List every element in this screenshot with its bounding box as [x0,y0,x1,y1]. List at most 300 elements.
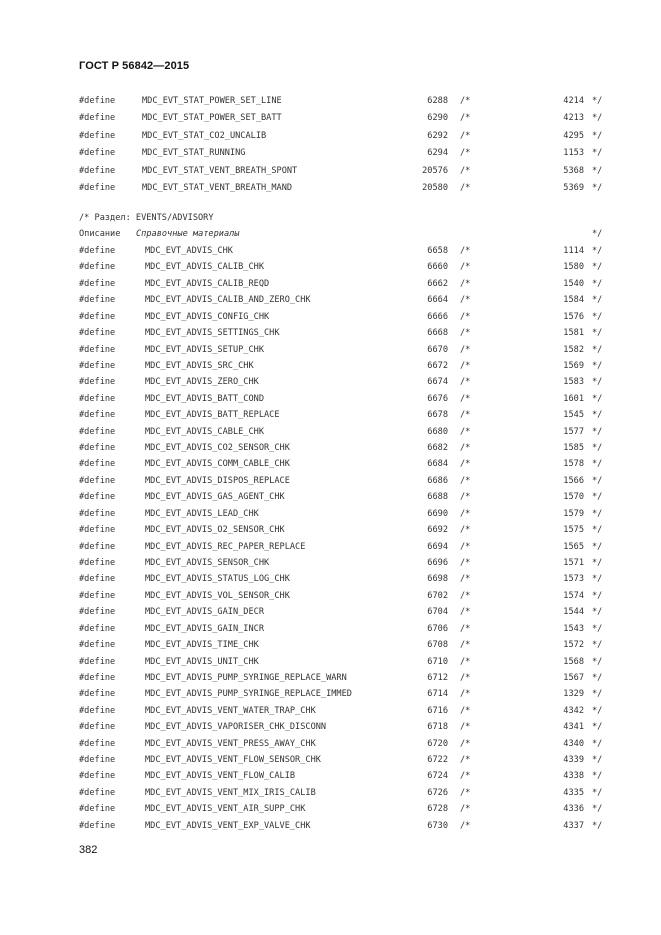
macro-value: 6688 [427,492,448,503]
macro-value: 6706 [427,623,448,634]
comment-end: */ [592,525,603,536]
macro-name: MDC_EVT_ADVIS_VOL_SENSOR_CHK [145,590,290,601]
comment-end: */ [592,426,603,437]
macro-name: MDC_EVT_ADVIS_VENT_PRESS_AWAY_CHK [145,738,316,749]
comment-start: /* [460,656,471,667]
comment-start: /* [460,148,471,159]
comment-start: /* [460,722,471,733]
comment-start: /* [460,689,471,700]
section-comment: /* Раздел: EVENTS/ADVISORY [79,213,214,223]
comment-end: */ [592,183,603,193]
comment-start: /* [460,607,471,618]
define-line [0,279,661,291]
comment-end: */ [592,623,603,634]
macro-name: MDC_EVT_ADVIS_CABLE_CHK [145,426,264,437]
macro-value: 6666 [427,311,448,322]
macro-name: MDC_EVT_ADVIS_CO2_SENSOR_CHK [145,443,290,454]
macro-value: 6288 [427,96,448,106]
comment-end: */ [592,360,603,371]
reference-code: 4340 [563,738,584,749]
define-keyword: #define [79,311,116,322]
macro-name: MDC_EVT_ADVIS_VAPORISER_CHK_DISCONN [145,722,327,733]
comment-start: /* [460,557,471,568]
description-label: Описание [79,229,121,239]
macro-value: 6658 [427,246,448,256]
comment-end: */ [592,410,603,421]
section-description-line [0,229,661,241]
macro-name: MDC_EVT_ADVIS_O2_SENSOR_CHK [145,525,285,536]
reference-code: 1572 [563,640,584,651]
comment-start: /* [460,525,471,536]
comment-end: */ [592,508,603,519]
macro-name: MDC_EVT_ADVIS_VENT_AIR_SUPP_CHK [145,804,306,815]
macro-name: MDC_EVT_ADVIS_VENT_EXP_VALVE_CHK [145,820,311,831]
define-keyword: #define [79,525,116,536]
comment-start: /* [460,787,471,798]
comment-start: /* [460,262,471,273]
macro-name: MDC_EVT_ADVIS_SETUP_CHK [145,344,264,355]
comment-end: */ [592,262,603,273]
macro-value: 6704 [427,607,448,618]
comment-start: /* [460,295,471,306]
define-keyword: #define [79,820,116,831]
define-line [0,542,661,554]
define-keyword: #define [79,640,116,651]
define-line [0,131,661,143]
description-text: Справочные материалы [136,229,240,239]
reference-code: 4213 [563,113,584,124]
define-line [0,509,661,521]
macro-value: 6660 [427,262,448,273]
comment-end: */ [592,459,603,470]
macro-name: MDC_EVT_ADVIS_CALIB_CHK [145,262,264,273]
reference-code: 1584 [563,295,584,306]
define-line [0,113,661,125]
reference-code: 1565 [563,541,584,552]
comment-start: /* [460,426,471,437]
comment-end: */ [592,820,603,831]
macro-value: 6662 [427,278,448,289]
macro-name: MDC_EVT_ADVIS_SENSOR_CHK [145,557,270,568]
macro-value: 6692 [427,525,448,536]
define-line [0,459,661,471]
macro-value: 6696 [427,557,448,568]
macro-name: MDC_EVT_ADVIS_PUMP_SYRINGE_REPLACE_IMMED [145,689,352,700]
comment-start: /* [460,113,471,124]
comment-end: */ [592,689,603,700]
comment-start: /* [460,541,471,552]
define-keyword: #define [79,393,116,404]
macro-name: MDC_EVT_ADVIS_CHK [145,246,233,256]
reference-code: 4337 [563,820,584,831]
define-line [0,183,661,195]
comment-start: /* [460,640,471,651]
reference-code: 1569 [563,360,584,371]
macro-name: MDC_EVT_STAT_CO2_UNCALIB [142,130,267,141]
macro-name: MDC_EVT_ADVIS_GAS_AGENT_CHK [145,492,285,503]
comment-end: */ [592,574,603,585]
reference-code: 1543 [563,623,584,634]
macro-value: 6698 [427,574,448,585]
define-keyword: #define [79,278,116,289]
define-keyword: #define [79,148,116,159]
comment-start: /* [460,377,471,388]
define-keyword: #define [79,656,116,667]
macro-name: MDC_EVT_ADVIS_GAIN_INCR [145,623,264,634]
document-header: ГОСТ Р 56842—2015 [79,60,190,72]
macro-name: MDC_EVT_ADVIS_BATT_COND [145,393,264,404]
macro-value: 6668 [427,328,448,339]
define-keyword: #define [79,492,116,503]
comment-end: */ [592,590,603,601]
define-keyword: #define [79,722,116,733]
macro-name: MDC_EVT_ADVIS_CONFIG_CHK [145,311,270,322]
macro-value: 6720 [427,738,448,749]
define-line [0,427,661,439]
comment-start: /* [460,278,471,289]
define-keyword: #define [79,672,116,683]
define-line [0,739,661,751]
comment-end: */ [592,165,603,176]
reference-code: 4214 [563,96,584,106]
define-keyword: #define [79,689,116,700]
macro-name: MDC_EVT_ADVIS_CALIB_AND_ZERO_CHK [145,295,311,306]
macro-value: 6730 [427,820,448,831]
macro-name: MDC_EVT_ADVIS_DISPOS_REPLACE [145,475,290,486]
define-keyword: #define [79,113,116,124]
macro-name: MDC_EVT_STAT_VENT_BREATH_MAND [142,183,293,193]
reference-code: 1571 [563,557,584,568]
macro-name: MDC_EVT_ADVIS_BATT_REPLACE [145,410,280,421]
define-keyword: #define [79,574,116,585]
define-keyword: #define [79,459,116,470]
comment-end: */ [592,755,603,766]
macro-value: 6716 [427,705,448,716]
comment-end: */ [592,607,603,618]
macro-value: 6294 [427,148,448,159]
macro-name: MDC_EVT_ADVIS_VENT_WATER_TRAP_CHK [145,705,316,716]
comment-end: */ [592,295,603,306]
macro-name: MDC_EVT_ADVIS_LEAD_CHK [145,508,259,519]
reference-code: 4336 [563,804,584,815]
macro-name: MDC_EVT_STAT_VENT_BREATH_SPONT [142,165,298,176]
define-line [0,558,661,570]
comment-end: */ [592,656,603,667]
define-line [0,755,661,767]
macro-name: MDC_EVT_ADVIS_ZERO_CHK [145,377,259,388]
macro-value: 6670 [427,344,448,355]
define-line [0,295,661,307]
define-keyword: #define [79,590,116,601]
comment-end: */ [592,278,603,289]
reference-code: 1580 [563,262,584,273]
comment-start: /* [460,492,471,503]
reference-code: 1579 [563,508,584,519]
reference-code: 1329 [563,689,584,700]
comment-end: */ [592,113,603,124]
define-line [0,492,661,504]
comment-start: /* [460,328,471,339]
macro-name: MDC_EVT_ADVIS_CALIB_REQD [145,278,270,289]
macro-value: 6664 [427,295,448,306]
macro-value: 6722 [427,755,448,766]
define-line [0,262,661,274]
macro-name: MDC_EVT_ADVIS_GAIN_DECR [145,607,264,618]
reference-code: 1540 [563,278,584,289]
define-keyword: #define [79,295,116,306]
define-line [0,706,661,718]
comment-end: */ [592,311,603,322]
comment-end: */ [592,804,603,815]
reference-code: 1570 [563,492,584,503]
define-keyword: #define [79,344,116,355]
reference-code: 5368 [563,165,584,176]
comment-end: */ [592,672,603,683]
reference-code: 1574 [563,590,584,601]
macro-value: 6694 [427,541,448,552]
reference-code: 1573 [563,574,584,585]
reference-code: 1577 [563,426,584,437]
define-keyword: #define [79,705,116,716]
define-keyword: #define [79,738,116,749]
define-line [0,607,661,619]
comment-start: /* [460,705,471,716]
comment-start: /* [460,410,471,421]
reference-code: 1544 [563,607,584,618]
define-line [0,525,661,537]
macro-name: MDC_EVT_ADVIS_VENT_MIX_IRIS_CALIB [145,787,316,798]
define-line [0,246,661,258]
macro-value: 6674 [427,377,448,388]
comment-end: */ [592,229,603,239]
define-keyword: #define [79,771,116,782]
define-keyword: #define [79,165,116,176]
comment-end: */ [592,393,603,404]
reference-code: 1576 [563,311,584,322]
comment-start: /* [460,130,471,141]
comment-start: /* [460,246,471,256]
define-keyword: #define [79,443,116,454]
define-line [0,722,661,734]
comment-end: */ [592,377,603,388]
comment-start: /* [460,755,471,766]
macro-name: MDC_EVT_ADVIS_UNIT_CHK [145,656,259,667]
macro-name: MDC_EVT_ADVIS_COMM_CABLE_CHK [145,459,290,470]
macro-value: 6724 [427,771,448,782]
macro-value: 6678 [427,410,448,421]
macro-value: 6718 [427,722,448,733]
reference-code: 4339 [563,755,584,766]
macro-value: 6684 [427,459,448,470]
define-line [0,591,661,603]
macro-value: 6292 [427,130,448,141]
comment-start: /* [460,165,471,176]
reference-code: 1575 [563,525,584,536]
macro-name: MDC_EVT_ADVIS_VENT_FLOW_CALIB [145,771,296,782]
comment-end: */ [592,246,603,256]
define-line [0,476,661,488]
define-line [0,657,661,669]
define-keyword: #define [79,557,116,568]
macro-name: MDC_EVT_ADVIS_REC_PAPER_REPLACE [145,541,306,552]
reference-code: 1545 [563,410,584,421]
define-line [0,788,661,800]
macro-value: 6672 [427,360,448,371]
comment-start: /* [460,820,471,831]
macro-value: 6708 [427,640,448,651]
reference-code: 4295 [563,130,584,141]
comment-start: /* [460,475,471,486]
comment-start: /* [460,459,471,470]
macro-name: MDC_EVT_ADVIS_VENT_FLOW_SENSOR_CHK [145,755,321,766]
reference-code: 1567 [563,672,584,683]
reference-code: 1582 [563,344,584,355]
define-keyword: #define [79,377,116,388]
define-keyword: #define [79,508,116,519]
comment-start: /* [460,393,471,404]
comment-end: */ [592,722,603,733]
macro-value: 6712 [427,672,448,683]
reference-code: 1568 [563,656,584,667]
define-line [0,640,661,652]
macro-value: 6682 [427,443,448,454]
reference-code: 4338 [563,771,584,782]
define-keyword: #define [79,328,116,339]
define-line [0,574,661,586]
comment-end: */ [592,787,603,798]
page-number: 382 [79,844,98,856]
macro-name: MDC_EVT_STAT_POWER_SET_LINE [142,96,282,106]
reference-code: 1601 [563,393,584,404]
reference-code: 1153 [563,148,584,159]
macro-value: 6702 [427,590,448,601]
macro-name: MDC_EVT_ADVIS_SRC_CHK [145,360,254,371]
define-line [0,148,661,160]
define-keyword: #define [79,787,116,798]
define-keyword: #define [79,607,116,618]
reference-code: 4341 [563,722,584,733]
define-keyword: #define [79,96,116,106]
define-keyword: #define [79,623,116,634]
comment-start: /* [460,508,471,519]
define-line [0,394,661,406]
comment-start: /* [460,623,471,634]
comment-start: /* [460,672,471,683]
comment-start: /* [460,443,471,454]
reference-code: 4342 [563,705,584,716]
comment-end: */ [592,148,603,159]
comment-start: /* [460,738,471,749]
define-keyword: #define [79,183,116,193]
macro-name: MDC_EVT_STAT_RUNNING [142,148,246,159]
comment-end: */ [592,557,603,568]
reference-code: 1114 [563,246,584,256]
define-keyword: #define [79,246,116,256]
define-keyword: #define [79,130,116,141]
define-line [0,624,661,636]
define-line [0,377,661,389]
define-line [0,771,661,783]
comment-start: /* [460,771,471,782]
define-keyword: #define [79,755,116,766]
define-keyword: #define [79,262,116,273]
comment-end: */ [592,738,603,749]
macro-value: 6714 [427,689,448,700]
macro-name: MDC_EVT_ADVIS_SETTINGS_CHK [145,328,280,339]
define-line [0,804,661,816]
reference-code: 1578 [563,459,584,470]
define-line [0,673,661,685]
comment-start: /* [460,96,471,106]
comment-end: */ [592,96,603,106]
define-line [0,443,661,455]
section-comment-line [0,213,661,225]
comment-end: */ [592,705,603,716]
macro-value: 6686 [427,475,448,486]
reference-code: 1583 [563,377,584,388]
define-keyword: #define [79,475,116,486]
define-keyword: #define [79,426,116,437]
comment-end: */ [592,492,603,503]
comment-start: /* [460,360,471,371]
macro-name: MDC_EVT_STAT_POWER_SET_BATT [142,113,282,124]
comment-end: */ [592,344,603,355]
define-line [0,345,661,357]
comment-end: */ [592,640,603,651]
comment-end: */ [592,771,603,782]
macro-value: 6290 [427,113,448,124]
macro-value: 6710 [427,656,448,667]
comment-end: */ [592,328,603,339]
reference-code: 5369 [563,183,584,193]
reference-code: 1566 [563,475,584,486]
define-keyword: #define [79,541,116,552]
macro-value: 6690 [427,508,448,519]
comment-end: */ [592,130,603,141]
comment-start: /* [460,183,471,193]
define-line [0,312,661,324]
define-line [0,96,661,108]
define-keyword: #define [79,360,116,371]
comment-end: */ [592,541,603,552]
macro-value: 20580 [422,183,448,193]
define-line [0,166,661,178]
comment-end: */ [592,475,603,486]
reference-code: 1581 [563,328,584,339]
define-line [0,328,661,340]
comment-start: /* [460,311,471,322]
comment-start: /* [460,590,471,601]
define-keyword: #define [79,410,116,421]
comment-end: */ [592,443,603,454]
macro-name: MDC_EVT_ADVIS_STATUS_LOG_CHK [145,574,290,585]
macro-name: MDC_EVT_ADVIS_PUMP_SYRINGE_REPLACE_WARN [145,672,347,683]
define-line [0,821,661,833]
define-line [0,410,661,422]
comment-start: /* [460,344,471,355]
comment-start: /* [460,574,471,585]
macro-value: 6676 [427,393,448,404]
define-line [0,689,661,701]
reference-code: 1585 [563,443,584,454]
define-line [0,361,661,373]
macro-value: 6680 [427,426,448,437]
macro-value: 6726 [427,787,448,798]
comment-start: /* [460,804,471,815]
macro-value: 20576 [422,165,448,176]
macro-name: MDC_EVT_ADVIS_TIME_CHK [145,640,259,651]
reference-code: 4335 [563,787,584,798]
